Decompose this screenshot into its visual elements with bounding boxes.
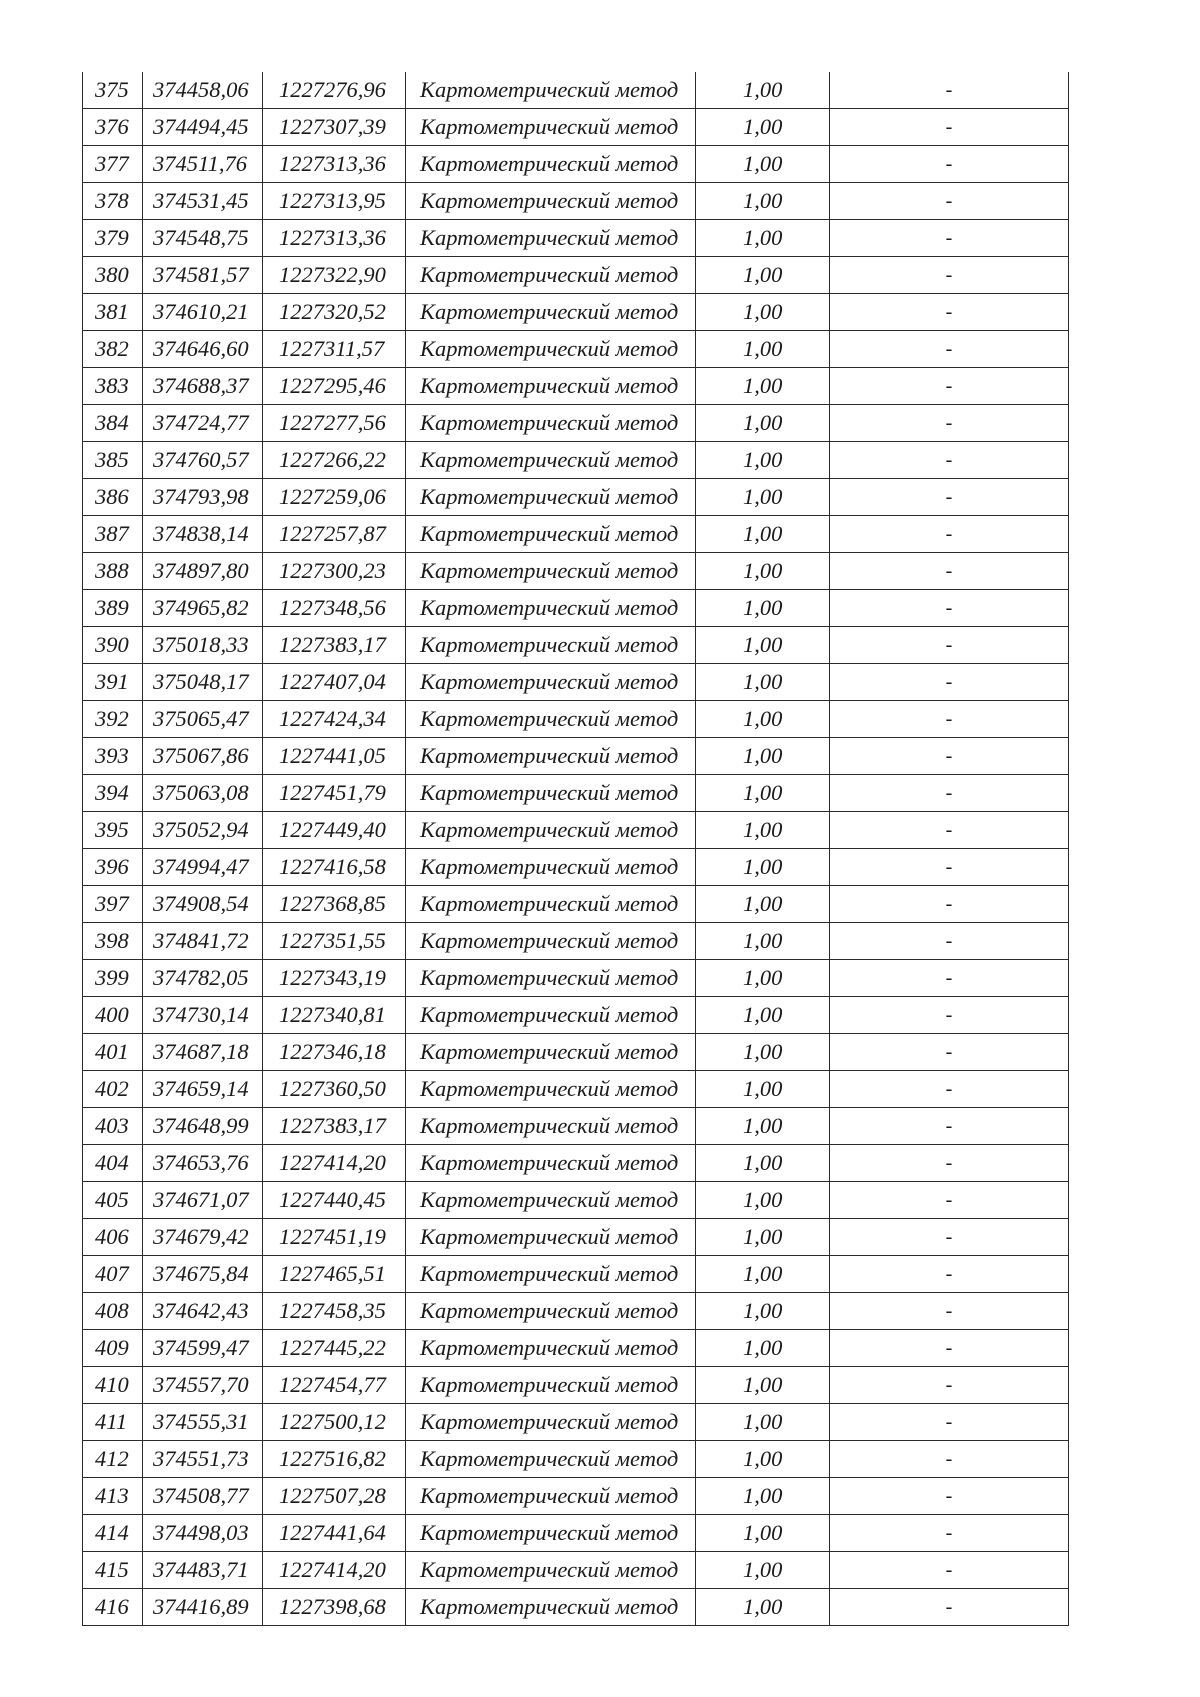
note-cell: -: [830, 442, 1069, 479]
x-coordinate-cell: 375048,17: [143, 664, 263, 701]
x-coordinate-cell: 375052,94: [143, 812, 263, 849]
point-number-cell: 381: [83, 294, 143, 331]
accuracy-cell: 1,00: [696, 886, 830, 923]
method-cell: Картометрический метод: [406, 1515, 696, 1552]
note-cell: -: [830, 479, 1069, 516]
note-cell: -: [830, 331, 1069, 368]
note-cell: -: [830, 590, 1069, 627]
x-coordinate-cell: 374508,77: [143, 1478, 263, 1515]
note-cell: -: [830, 1552, 1069, 1589]
y-coordinate-cell: 1227300,23: [263, 553, 406, 590]
y-coordinate-cell: 1227311,57: [263, 331, 406, 368]
note-cell: -: [830, 516, 1069, 553]
point-number-cell: 393: [83, 738, 143, 775]
x-coordinate-cell: 374557,70: [143, 1367, 263, 1404]
method-cell: Картометрический метод: [406, 627, 696, 664]
point-number-cell: 376: [83, 109, 143, 146]
accuracy-cell: 1,00: [696, 553, 830, 590]
table-row: [83, 1071, 1069, 1108]
table-row: [83, 1367, 1069, 1404]
point-number-cell: 414: [83, 1515, 143, 1552]
method-cell: Картометрический метод: [406, 960, 696, 997]
x-coordinate-cell: 374679,42: [143, 1219, 263, 1256]
y-coordinate-cell: 1227277,56: [263, 405, 406, 442]
y-coordinate-cell: 1227500,12: [263, 1404, 406, 1441]
point-number-cell: 412: [83, 1441, 143, 1478]
note-cell: -: [830, 1293, 1069, 1330]
point-number-cell: 401: [83, 1034, 143, 1071]
method-cell: Картометрический метод: [406, 405, 696, 442]
table-row: [83, 1108, 1069, 1145]
note-cell: -: [830, 1071, 1069, 1108]
accuracy-cell: 1,00: [696, 405, 830, 442]
point-number-cell: 416: [83, 1589, 143, 1626]
y-coordinate-cell: 1227346,18: [263, 1034, 406, 1071]
table-row: [83, 516, 1069, 553]
table-row: [83, 1293, 1069, 1330]
accuracy-cell: 1,00: [696, 1589, 830, 1626]
x-coordinate-cell: 374555,31: [143, 1404, 263, 1441]
point-number-cell: 383: [83, 368, 143, 405]
table-row: [83, 72, 1069, 109]
y-coordinate-cell: 1227343,19: [263, 960, 406, 997]
accuracy-cell: 1,00: [696, 1034, 830, 1071]
x-coordinate-cell: 374841,72: [143, 923, 263, 960]
note-cell: -: [830, 1478, 1069, 1515]
point-number-cell: 403: [83, 1108, 143, 1145]
table-row: [83, 109, 1069, 146]
accuracy-cell: 1,00: [696, 1219, 830, 1256]
note-cell: -: [830, 1145, 1069, 1182]
y-coordinate-cell: 1227266,22: [263, 442, 406, 479]
accuracy-cell: 1,00: [696, 664, 830, 701]
note-cell: -: [830, 257, 1069, 294]
method-cell: Картометрический метод: [406, 368, 696, 405]
x-coordinate-cell: 374531,45: [143, 183, 263, 220]
table-row: [83, 479, 1069, 516]
x-coordinate-cell: 375018,33: [143, 627, 263, 664]
table-row: [83, 257, 1069, 294]
x-coordinate-cell: 374416,89: [143, 1589, 263, 1626]
point-number-cell: 413: [83, 1478, 143, 1515]
point-number-cell: 382: [83, 331, 143, 368]
method-cell: Картометрический метод: [406, 1034, 696, 1071]
accuracy-cell: 1,00: [696, 812, 830, 849]
table-row: [83, 997, 1069, 1034]
note-cell: -: [830, 1219, 1069, 1256]
x-coordinate-cell: 374793,98: [143, 479, 263, 516]
method-cell: Картометрический метод: [406, 294, 696, 331]
table-row: [83, 146, 1069, 183]
y-coordinate-cell: 1227398,68: [263, 1589, 406, 1626]
note-cell: -: [830, 1182, 1069, 1219]
table-row: [83, 701, 1069, 738]
method-cell: Картометрический метод: [406, 1589, 696, 1626]
accuracy-cell: 1,00: [696, 960, 830, 997]
table-row: [83, 664, 1069, 701]
note-cell: -: [830, 1367, 1069, 1404]
method-cell: Картометрический метод: [406, 1330, 696, 1367]
x-coordinate-cell: 374760,57: [143, 442, 263, 479]
point-number-cell: 404: [83, 1145, 143, 1182]
note-cell: -: [830, 738, 1069, 775]
x-coordinate-cell: 374483,71: [143, 1552, 263, 1589]
note-cell: -: [830, 849, 1069, 886]
accuracy-cell: 1,00: [696, 590, 830, 627]
point-number-cell: 400: [83, 997, 143, 1034]
x-coordinate-cell: 374782,05: [143, 960, 263, 997]
table-row: [83, 294, 1069, 331]
method-cell: Картометрический метод: [406, 1145, 696, 1182]
accuracy-cell: 1,00: [696, 516, 830, 553]
y-coordinate-cell: 1227441,64: [263, 1515, 406, 1552]
y-coordinate-cell: 1227259,06: [263, 479, 406, 516]
accuracy-cell: 1,00: [696, 109, 830, 146]
accuracy-cell: 1,00: [696, 1145, 830, 1182]
x-coordinate-cell: 374730,14: [143, 997, 263, 1034]
y-coordinate-cell: 1227441,05: [263, 738, 406, 775]
method-cell: Картометрический метод: [406, 331, 696, 368]
point-number-cell: 405: [83, 1182, 143, 1219]
x-coordinate-cell: 374838,14: [143, 516, 263, 553]
x-coordinate-cell: 374551,73: [143, 1441, 263, 1478]
point-number-cell: 410: [83, 1367, 143, 1404]
method-cell: Картометрический метод: [406, 479, 696, 516]
method-cell: Картометрический метод: [406, 516, 696, 553]
method-cell: Картометрический метод: [406, 146, 696, 183]
y-coordinate-cell: 1227458,35: [263, 1293, 406, 1330]
method-cell: Картометрический метод: [406, 1552, 696, 1589]
note-cell: -: [830, 183, 1069, 220]
accuracy-cell: 1,00: [696, 294, 830, 331]
y-coordinate-cell: 1227454,77: [263, 1367, 406, 1404]
table-row: [83, 220, 1069, 257]
x-coordinate-cell: 374458,06: [143, 72, 263, 109]
method-cell: Картометрический метод: [406, 183, 696, 220]
y-coordinate-cell: 1227465,51: [263, 1256, 406, 1293]
accuracy-cell: 1,00: [696, 627, 830, 664]
table-row: [83, 960, 1069, 997]
method-cell: Картометрический метод: [406, 775, 696, 812]
method-cell: Картометрический метод: [406, 664, 696, 701]
x-coordinate-cell: 374511,76: [143, 146, 263, 183]
note-cell: -: [830, 701, 1069, 738]
note-cell: -: [830, 294, 1069, 331]
point-number-cell: 380: [83, 257, 143, 294]
accuracy-cell: 1,00: [696, 1515, 830, 1552]
table-row: [83, 553, 1069, 590]
note-cell: -: [830, 1404, 1069, 1441]
point-number-cell: 388: [83, 553, 143, 590]
x-coordinate-cell: 375067,86: [143, 738, 263, 775]
point-number-cell: 411: [83, 1404, 143, 1441]
coordinates-table: [82, 72, 1069, 1626]
point-number-cell: 396: [83, 849, 143, 886]
table-row: [83, 1515, 1069, 1552]
table-row: [83, 405, 1069, 442]
method-cell: Картометрический метод: [406, 1256, 696, 1293]
y-coordinate-cell: 1227313,36: [263, 146, 406, 183]
table-row: [83, 849, 1069, 886]
table-row: [83, 775, 1069, 812]
y-coordinate-cell: 1227351,55: [263, 923, 406, 960]
table-row: [83, 1330, 1069, 1367]
accuracy-cell: 1,00: [696, 1330, 830, 1367]
point-number-cell: 379: [83, 220, 143, 257]
point-number-cell: 394: [83, 775, 143, 812]
accuracy-cell: 1,00: [696, 1071, 830, 1108]
accuracy-cell: 1,00: [696, 146, 830, 183]
point-number-cell: 397: [83, 886, 143, 923]
accuracy-cell: 1,00: [696, 701, 830, 738]
x-coordinate-cell: 374548,75: [143, 220, 263, 257]
y-coordinate-cell: 1227451,79: [263, 775, 406, 812]
table-row: [83, 1478, 1069, 1515]
table-row: [83, 442, 1069, 479]
method-cell: Картометрический метод: [406, 997, 696, 1034]
accuracy-cell: 1,00: [696, 331, 830, 368]
point-number-cell: 399: [83, 960, 143, 997]
accuracy-cell: 1,00: [696, 1441, 830, 1478]
x-coordinate-cell: 374599,47: [143, 1330, 263, 1367]
point-number-cell: 387: [83, 516, 143, 553]
point-number-cell: 408: [83, 1293, 143, 1330]
note-cell: -: [830, 220, 1069, 257]
table-row: [83, 812, 1069, 849]
method-cell: Картометрический метод: [406, 1293, 696, 1330]
x-coordinate-cell: 374494,45: [143, 109, 263, 146]
point-number-cell: 377: [83, 146, 143, 183]
accuracy-cell: 1,00: [696, 1293, 830, 1330]
accuracy-cell: 1,00: [696, 1182, 830, 1219]
note-cell: -: [830, 886, 1069, 923]
note-cell: -: [830, 997, 1069, 1034]
point-number-cell: 385: [83, 442, 143, 479]
x-coordinate-cell: 374965,82: [143, 590, 263, 627]
table-row: [83, 1256, 1069, 1293]
table-row: [83, 886, 1069, 923]
x-coordinate-cell: 374675,84: [143, 1256, 263, 1293]
x-coordinate-cell: 374994,47: [143, 849, 263, 886]
y-coordinate-cell: 1227407,04: [263, 664, 406, 701]
y-coordinate-cell: 1227295,46: [263, 368, 406, 405]
point-number-cell: 390: [83, 627, 143, 664]
note-cell: -: [830, 1330, 1069, 1367]
accuracy-cell: 1,00: [696, 368, 830, 405]
method-cell: Картометрический метод: [406, 849, 696, 886]
note-cell: -: [830, 553, 1069, 590]
table-row: [83, 1034, 1069, 1071]
y-coordinate-cell: 1227322,90: [263, 257, 406, 294]
y-coordinate-cell: 1227445,22: [263, 1330, 406, 1367]
accuracy-cell: 1,00: [696, 997, 830, 1034]
table-row: [83, 1552, 1069, 1589]
table-row: [83, 738, 1069, 775]
point-number-cell: 402: [83, 1071, 143, 1108]
note-cell: -: [830, 1441, 1069, 1478]
x-coordinate-cell: 374687,18: [143, 1034, 263, 1071]
x-coordinate-cell: 374646,60: [143, 331, 263, 368]
accuracy-cell: 1,00: [696, 1108, 830, 1145]
method-cell: Картометрический метод: [406, 1182, 696, 1219]
point-number-cell: 391: [83, 664, 143, 701]
method-cell: Картометрический метод: [406, 738, 696, 775]
point-number-cell: 415: [83, 1552, 143, 1589]
y-coordinate-cell: 1227516,82: [263, 1441, 406, 1478]
accuracy-cell: 1,00: [696, 257, 830, 294]
x-coordinate-cell: 374659,14: [143, 1071, 263, 1108]
y-coordinate-cell: 1227383,17: [263, 627, 406, 664]
table-row: [83, 1182, 1069, 1219]
table-row: [83, 1404, 1069, 1441]
accuracy-cell: 1,00: [696, 72, 830, 109]
x-coordinate-cell: 374724,77: [143, 405, 263, 442]
note-cell: -: [830, 812, 1069, 849]
table-row: [83, 923, 1069, 960]
point-number-cell: 406: [83, 1219, 143, 1256]
x-coordinate-cell: 374610,21: [143, 294, 263, 331]
method-cell: Картометрический метод: [406, 220, 696, 257]
table-row: [83, 331, 1069, 368]
y-coordinate-cell: 1227307,39: [263, 109, 406, 146]
y-coordinate-cell: 1227383,17: [263, 1108, 406, 1145]
x-coordinate-cell: 374671,07: [143, 1182, 263, 1219]
y-coordinate-cell: 1227424,34: [263, 701, 406, 738]
point-number-cell: 392: [83, 701, 143, 738]
note-cell: -: [830, 664, 1069, 701]
method-cell: Картометрический метод: [406, 701, 696, 738]
table-row: [83, 627, 1069, 664]
accuracy-cell: 1,00: [696, 923, 830, 960]
accuracy-cell: 1,00: [696, 183, 830, 220]
method-cell: Картометрический метод: [406, 1367, 696, 1404]
method-cell: Картометрический метод: [406, 886, 696, 923]
note-cell: -: [830, 923, 1069, 960]
y-coordinate-cell: 1227320,52: [263, 294, 406, 331]
accuracy-cell: 1,00: [696, 775, 830, 812]
accuracy-cell: 1,00: [696, 479, 830, 516]
note-cell: -: [830, 1515, 1069, 1552]
x-coordinate-cell: 374642,43: [143, 1293, 263, 1330]
point-number-cell: 395: [83, 812, 143, 849]
method-cell: Картометрический метод: [406, 1108, 696, 1145]
note-cell: -: [830, 72, 1069, 109]
x-coordinate-cell: 374581,57: [143, 257, 263, 294]
accuracy-cell: 1,00: [696, 1404, 830, 1441]
table-row: [83, 183, 1069, 220]
y-coordinate-cell: 1227507,28: [263, 1478, 406, 1515]
y-coordinate-cell: 1227360,50: [263, 1071, 406, 1108]
point-number-cell: 384: [83, 405, 143, 442]
y-coordinate-cell: 1227414,20: [263, 1552, 406, 1589]
note-cell: -: [830, 1256, 1069, 1293]
point-number-cell: 409: [83, 1330, 143, 1367]
accuracy-cell: 1,00: [696, 442, 830, 479]
point-number-cell: 398: [83, 923, 143, 960]
accuracy-cell: 1,00: [696, 1367, 830, 1404]
y-coordinate-cell: 1227276,96: [263, 72, 406, 109]
method-cell: Картометрический метод: [406, 923, 696, 960]
point-number-cell: 375: [83, 72, 143, 109]
method-cell: Картометрический метод: [406, 109, 696, 146]
point-number-cell: 386: [83, 479, 143, 516]
accuracy-cell: 1,00: [696, 1552, 830, 1589]
note-cell: -: [830, 1034, 1069, 1071]
method-cell: Картометрический метод: [406, 1219, 696, 1256]
x-coordinate-cell: 374908,54: [143, 886, 263, 923]
accuracy-cell: 1,00: [696, 849, 830, 886]
note-cell: -: [830, 627, 1069, 664]
point-number-cell: 389: [83, 590, 143, 627]
note-cell: -: [830, 368, 1069, 405]
method-cell: Картометрический метод: [406, 1071, 696, 1108]
table-row: [83, 590, 1069, 627]
y-coordinate-cell: 1227257,87: [263, 516, 406, 553]
x-coordinate-cell: 374653,76: [143, 1145, 263, 1182]
note-cell: -: [830, 1589, 1069, 1626]
coordinates-table-body: [83, 72, 1069, 1626]
note-cell: -: [830, 109, 1069, 146]
accuracy-cell: 1,00: [696, 1478, 830, 1515]
x-coordinate-cell: 374688,37: [143, 368, 263, 405]
y-coordinate-cell: 1227451,19: [263, 1219, 406, 1256]
note-cell: -: [830, 775, 1069, 812]
method-cell: Картометрический метод: [406, 1441, 696, 1478]
y-coordinate-cell: 1227449,40: [263, 812, 406, 849]
y-coordinate-cell: 1227414,20: [263, 1145, 406, 1182]
y-coordinate-cell: 1227416,58: [263, 849, 406, 886]
note-cell: -: [830, 405, 1069, 442]
method-cell: Картометрический метод: [406, 1404, 696, 1441]
note-cell: -: [830, 960, 1069, 997]
note-cell: -: [830, 146, 1069, 183]
y-coordinate-cell: 1227313,95: [263, 183, 406, 220]
method-cell: Картометрический метод: [406, 590, 696, 627]
y-coordinate-cell: 1227440,45: [263, 1182, 406, 1219]
y-coordinate-cell: 1227313,36: [263, 220, 406, 257]
accuracy-cell: 1,00: [696, 738, 830, 775]
x-coordinate-cell: 374498,03: [143, 1515, 263, 1552]
method-cell: Картометрический метод: [406, 1478, 696, 1515]
table-row: [83, 1219, 1069, 1256]
accuracy-cell: 1,00: [696, 1256, 830, 1293]
y-coordinate-cell: 1227368,85: [263, 886, 406, 923]
method-cell: Картометрический метод: [406, 812, 696, 849]
method-cell: Картометрический метод: [406, 442, 696, 479]
x-coordinate-cell: 375063,08: [143, 775, 263, 812]
y-coordinate-cell: 1227340,81: [263, 997, 406, 1034]
accuracy-cell: 1,00: [696, 220, 830, 257]
method-cell: Картометрический метод: [406, 553, 696, 590]
y-coordinate-cell: 1227348,56: [263, 590, 406, 627]
table-row: [83, 1589, 1069, 1626]
x-coordinate-cell: 375065,47: [143, 701, 263, 738]
note-cell: -: [830, 1108, 1069, 1145]
table-row: [83, 1441, 1069, 1478]
point-number-cell: 378: [83, 183, 143, 220]
x-coordinate-cell: 374897,80: [143, 553, 263, 590]
x-coordinate-cell: 374648,99: [143, 1108, 263, 1145]
method-cell: Картометрический метод: [406, 72, 696, 109]
method-cell: Картометрический метод: [406, 257, 696, 294]
table-row: [83, 368, 1069, 405]
point-number-cell: 407: [83, 1256, 143, 1293]
table-row: [83, 1145, 1069, 1182]
